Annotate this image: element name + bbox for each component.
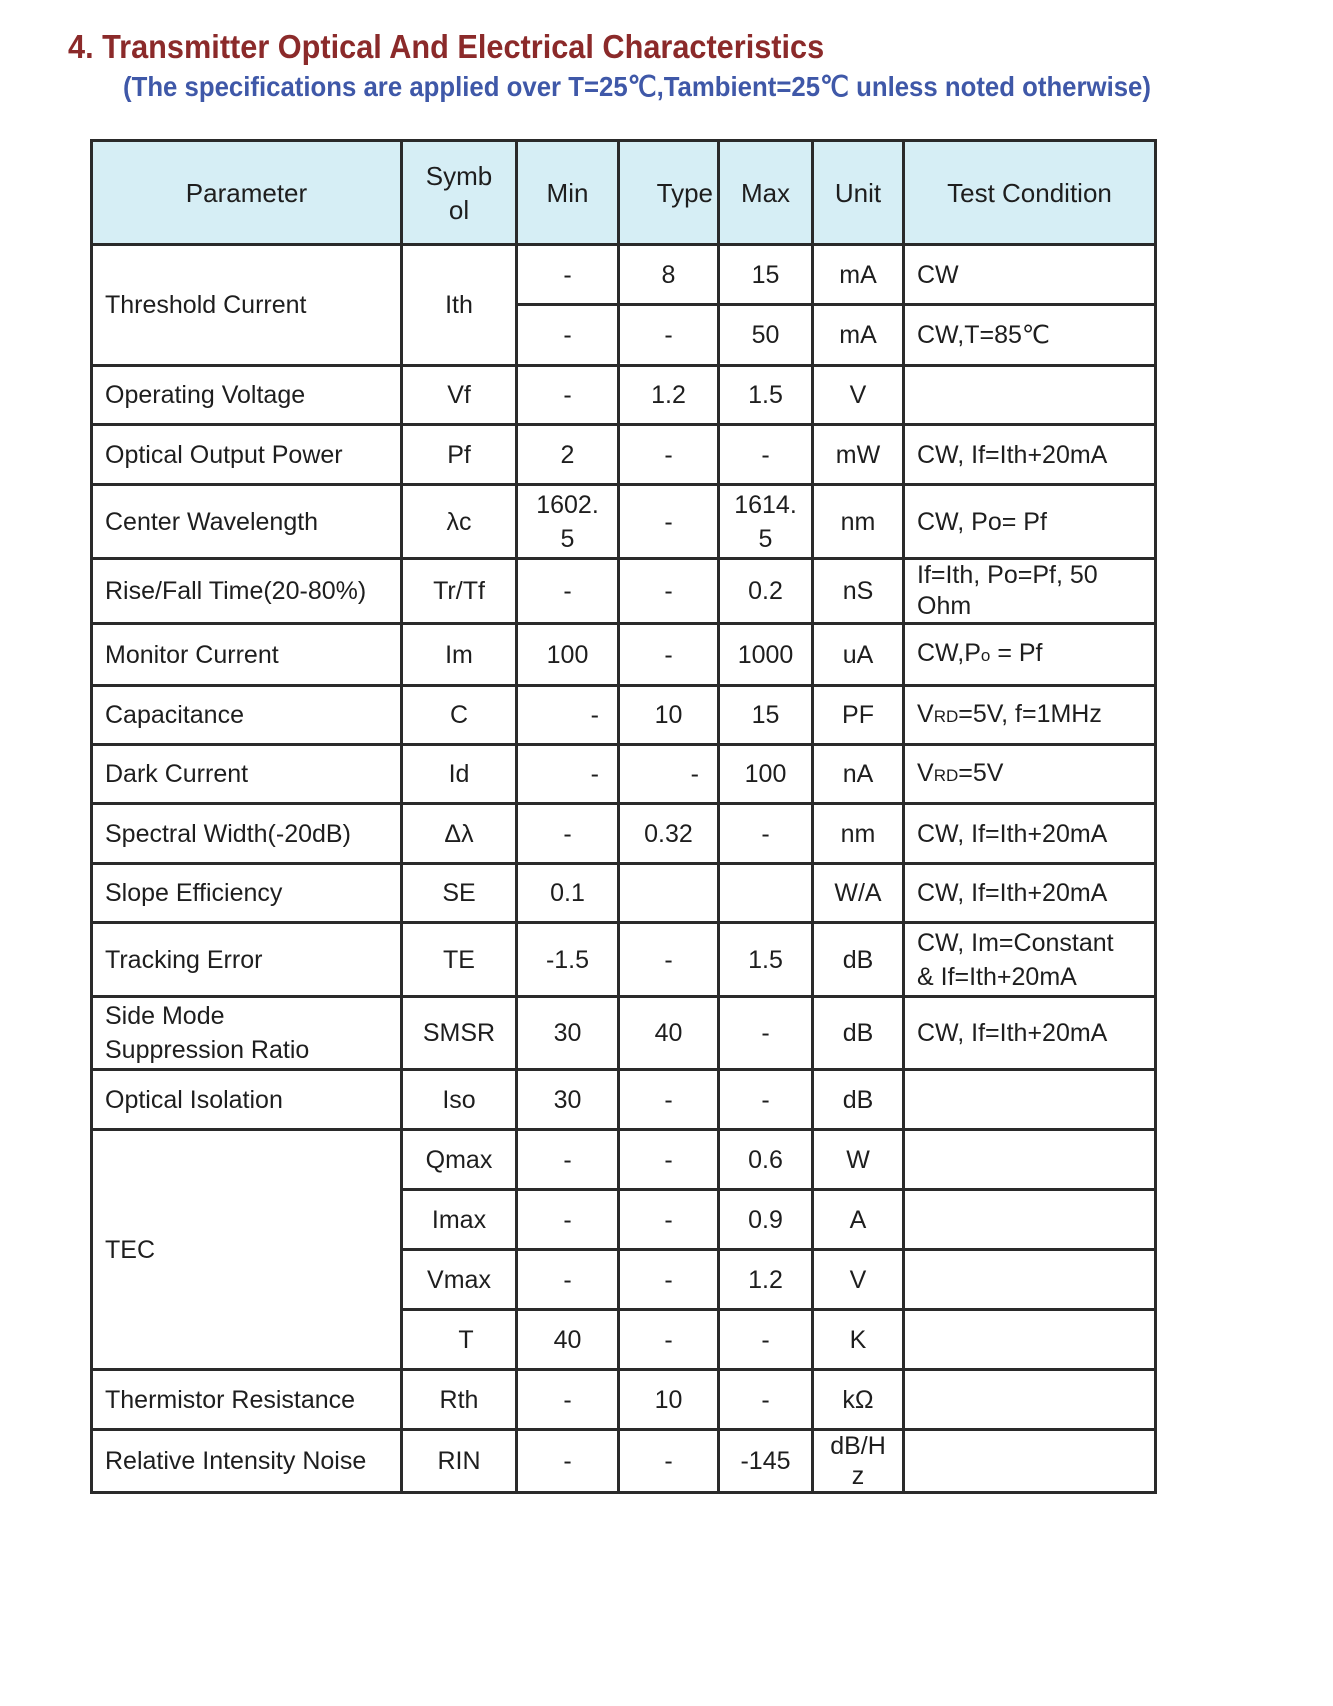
cell-max: 1.5 (719, 923, 813, 997)
cell-type: - (619, 1190, 719, 1250)
cell-type: - (619, 1070, 719, 1130)
cell-parameter (92, 997, 402, 1070)
cell-condition (904, 1190, 1156, 1250)
table-row (92, 923, 1156, 997)
cell-min: - (517, 1190, 619, 1250)
cell-min: - (517, 245, 619, 305)
cell-parameter-line1: Side Mode (105, 1002, 225, 1030)
cell-unit: nm (813, 804, 904, 864)
cell-parameter: Slope Efficiency (92, 864, 402, 923)
cell-symbol: Δλ (402, 804, 517, 864)
cell-symbol: T (402, 1310, 517, 1370)
cell-max: 0.9 (719, 1190, 813, 1250)
cell-unit: PF (813, 686, 904, 745)
cell-type (619, 864, 719, 923)
section-subtitle: (The specifications are applied over T=25℃,Tambient=25℃ unless noted otherwise) (123, 71, 1151, 102)
cell-type: - (619, 425, 719, 485)
cell-parameter: TEC (92, 1130, 402, 1370)
cell-symbol: Qmax (402, 1130, 517, 1190)
cell-max: 15 (719, 686, 813, 745)
cell-min: - (517, 745, 619, 804)
cell-parameter: Thermistor Resistance (92, 1370, 402, 1430)
characteristics-table (90, 139, 1157, 1494)
header-unit: Unit (813, 141, 904, 245)
cell-symbol: Id (402, 745, 517, 804)
cell-unit (813, 1430, 904, 1493)
table-row (92, 1070, 1156, 1130)
cell-type: 8 (619, 245, 719, 305)
cell-symbol: Rth (402, 1370, 517, 1430)
header-parameter: Parameter (92, 141, 402, 245)
cell-type: 0.32 (619, 804, 719, 864)
cell-condition-line2: Ohm (917, 592, 972, 620)
cell-symbol: TE (402, 923, 517, 997)
cell-condition (904, 923, 1156, 997)
cell-symbol: λc (402, 485, 517, 559)
cell-unit: dB (813, 1070, 904, 1130)
cell-max: 0.6 (719, 1130, 813, 1190)
cell-max-line1: 1614. (734, 490, 797, 519)
cell-unit: mA (813, 245, 904, 305)
cell-min (517, 485, 619, 559)
cell-min: 2 (517, 425, 619, 485)
cell-min: 40 (517, 1310, 619, 1370)
cell-min: - (517, 804, 619, 864)
cell-parameter-line2: Suppression Ratio (105, 1036, 310, 1064)
cell-unit: V (813, 1250, 904, 1310)
cell-condition: CW, If=Ith+20mA (904, 864, 1156, 923)
cell-unit: nm (813, 485, 904, 559)
table-row (92, 1370, 1156, 1430)
cell-symbol: Iso (402, 1070, 517, 1130)
cond-text: V (917, 699, 934, 728)
cell-symbol: Vf (402, 366, 517, 425)
cell-unit: uA (813, 624, 904, 686)
cell-condition (904, 1130, 1156, 1190)
table-row (92, 804, 1156, 864)
cell-condition-line1: If=Ith, Po=Pf, 50 (917, 561, 1098, 589)
cell-min: -1.5 (517, 923, 619, 997)
table-row (92, 425, 1156, 485)
cell-unit: W/A (813, 864, 904, 923)
cond-text: =5V, f=1MHz (958, 699, 1102, 728)
cell-min: 30 (517, 1070, 619, 1130)
table-row (92, 864, 1156, 923)
cell-min: - (517, 559, 619, 624)
cell-condition-line1: CW, Im=Constant (917, 928, 1114, 957)
cell-max-line2: 5 (758, 524, 773, 553)
cell-min: - (517, 686, 619, 745)
cell-parameter: Spectral Width(-20dB) (92, 804, 402, 864)
cell-max: - (719, 804, 813, 864)
cell-condition-line2: & If=Ith+20mA (917, 962, 1077, 991)
cond-text: V (917, 758, 934, 787)
cell-type: - (619, 559, 719, 624)
cell-unit: nA (813, 745, 904, 804)
table-row (92, 485, 1156, 559)
cond-text: = Pf (990, 639, 1043, 667)
cell-parameter: Operating Voltage (92, 366, 402, 425)
cell-unit: nS (813, 559, 904, 624)
cell-max: - (719, 425, 813, 485)
header-symbol-line2: ol (448, 194, 470, 225)
header-symbol-line1: Symb (425, 160, 493, 191)
header-condition: Test Condition (904, 141, 1156, 245)
cell-condition (904, 1370, 1156, 1430)
cell-condition (904, 366, 1156, 425)
cell-parameter: Optical Output Power (92, 425, 402, 485)
cell-symbol: Im (402, 624, 517, 686)
table-row (92, 1130, 1156, 1190)
cell-parameter: Capacitance (92, 686, 402, 745)
cell-condition: CW, If=Ith+20mA (904, 425, 1156, 485)
cell-min: - (517, 305, 619, 366)
cell-condition: CW (904, 245, 1156, 305)
cell-unit: W (813, 1130, 904, 1190)
cond-text: =5V (958, 758, 1004, 787)
cell-condition (904, 624, 1156, 686)
cell-unit: kΩ (813, 1370, 904, 1430)
cell-condition (904, 686, 1156, 745)
header-min: Min (517, 141, 619, 245)
section-title: 4. Transmitter Optical And Electrical Characteristics (68, 28, 825, 65)
cell-min: - (517, 1130, 619, 1190)
cell-condition (904, 745, 1156, 804)
cell-max: - (719, 997, 813, 1070)
header-max: Max (719, 141, 813, 245)
cell-max (719, 864, 813, 923)
cell-type: - (619, 745, 719, 804)
cell-symbol: Pf (402, 425, 517, 485)
cell-type: - (619, 923, 719, 997)
cell-type: - (619, 485, 719, 559)
header-row (92, 141, 1156, 245)
cell-condition: CW, If=Ith+20mA (904, 997, 1156, 1070)
cell-min: 100 (517, 624, 619, 686)
table-row (92, 624, 1156, 686)
cell-min: - (517, 366, 619, 425)
cell-parameter: Center Wavelength (92, 485, 402, 559)
cond-subscript: o (980, 646, 991, 665)
cell-max: - (719, 1370, 813, 1430)
cell-max (719, 485, 813, 559)
table-row (92, 997, 1156, 1070)
cell-condition (904, 1310, 1156, 1370)
cell-unit: dB (813, 997, 904, 1070)
cell-symbol: Tr/Tf (402, 559, 517, 624)
cell-max: 50 (719, 305, 813, 366)
cell-min-line2: 5 (560, 524, 575, 553)
cell-max: - (719, 1070, 813, 1130)
cell-type: - (619, 1430, 719, 1493)
cell-max: 0.2 (719, 559, 813, 624)
cell-symbol: SE (402, 864, 517, 923)
cell-type: 1.2 (619, 366, 719, 425)
cell-min: 0.1 (517, 864, 619, 923)
cell-type: - (619, 624, 719, 686)
cell-unit-line1: dB/H (830, 1432, 886, 1460)
cell-unit: mA (813, 305, 904, 366)
cell-parameter: Threshold Current (92, 245, 402, 366)
cell-min: - (517, 1430, 619, 1493)
cell-condition (904, 1430, 1156, 1493)
cell-parameter: Tracking Error (92, 923, 402, 997)
cell-symbol: Vmax (402, 1250, 517, 1310)
cell-type: - (619, 1130, 719, 1190)
cell-min: - (517, 1250, 619, 1310)
cell-max: 15 (719, 245, 813, 305)
header-type: Type (619, 141, 719, 245)
cell-type: - (619, 1310, 719, 1370)
cell-symbol: C (402, 686, 517, 745)
cell-parameter: Dark Current (92, 745, 402, 804)
cond-text: CW,P (917, 639, 981, 667)
cell-min: - (517, 1370, 619, 1430)
cell-parameter: Monitor Current (92, 624, 402, 686)
cell-condition: CW, If=Ith+20mA (904, 804, 1156, 864)
cell-max: 1.2 (719, 1250, 813, 1310)
table-row (92, 245, 1156, 305)
cell-parameter: Relative Intensity Noise (92, 1430, 402, 1493)
cell-unit: A (813, 1190, 904, 1250)
table-row (92, 559, 1156, 624)
cell-condition (904, 1070, 1156, 1130)
cell-symbol: SMSR (402, 997, 517, 1070)
cell-condition (904, 1250, 1156, 1310)
cell-condition (904, 559, 1156, 624)
cell-min-line1: 1602. (536, 490, 599, 519)
cell-condition: CW, Po= Pf (904, 485, 1156, 559)
cell-max: -145 (719, 1430, 813, 1493)
cell-parameter: Optical Isolation (92, 1070, 402, 1130)
cell-type: 10 (619, 1370, 719, 1430)
table-row (92, 366, 1156, 425)
cell-unit: mW (813, 425, 904, 485)
cell-unit-line2: z (851, 1462, 865, 1490)
cond-subscript: RD (933, 765, 959, 785)
cell-symbol: Imax (402, 1190, 517, 1250)
cell-symbol: RIN (402, 1430, 517, 1493)
cell-type: - (619, 305, 719, 366)
cell-max: 1000 (719, 624, 813, 686)
cond-subscript: RD (933, 706, 959, 726)
header-symbol (402, 141, 517, 245)
cell-type: 40 (619, 997, 719, 1070)
cell-unit: V (813, 366, 904, 425)
table-row (92, 1430, 1156, 1493)
table-row (92, 686, 1156, 745)
cell-symbol: Ith (402, 245, 517, 366)
cell-unit: K (813, 1310, 904, 1370)
cell-max: 100 (719, 745, 813, 804)
table-row (92, 745, 1156, 804)
cell-condition: CW,T=85℃ (904, 305, 1156, 366)
cell-parameter: Rise/Fall Time(20-80%) (92, 559, 402, 624)
cell-type: 10 (619, 686, 719, 745)
cell-max: 1.5 (719, 366, 813, 425)
cell-max: - (719, 1310, 813, 1370)
cell-unit: dB (813, 923, 904, 997)
cell-min: 30 (517, 997, 619, 1070)
cell-type: - (619, 1250, 719, 1310)
